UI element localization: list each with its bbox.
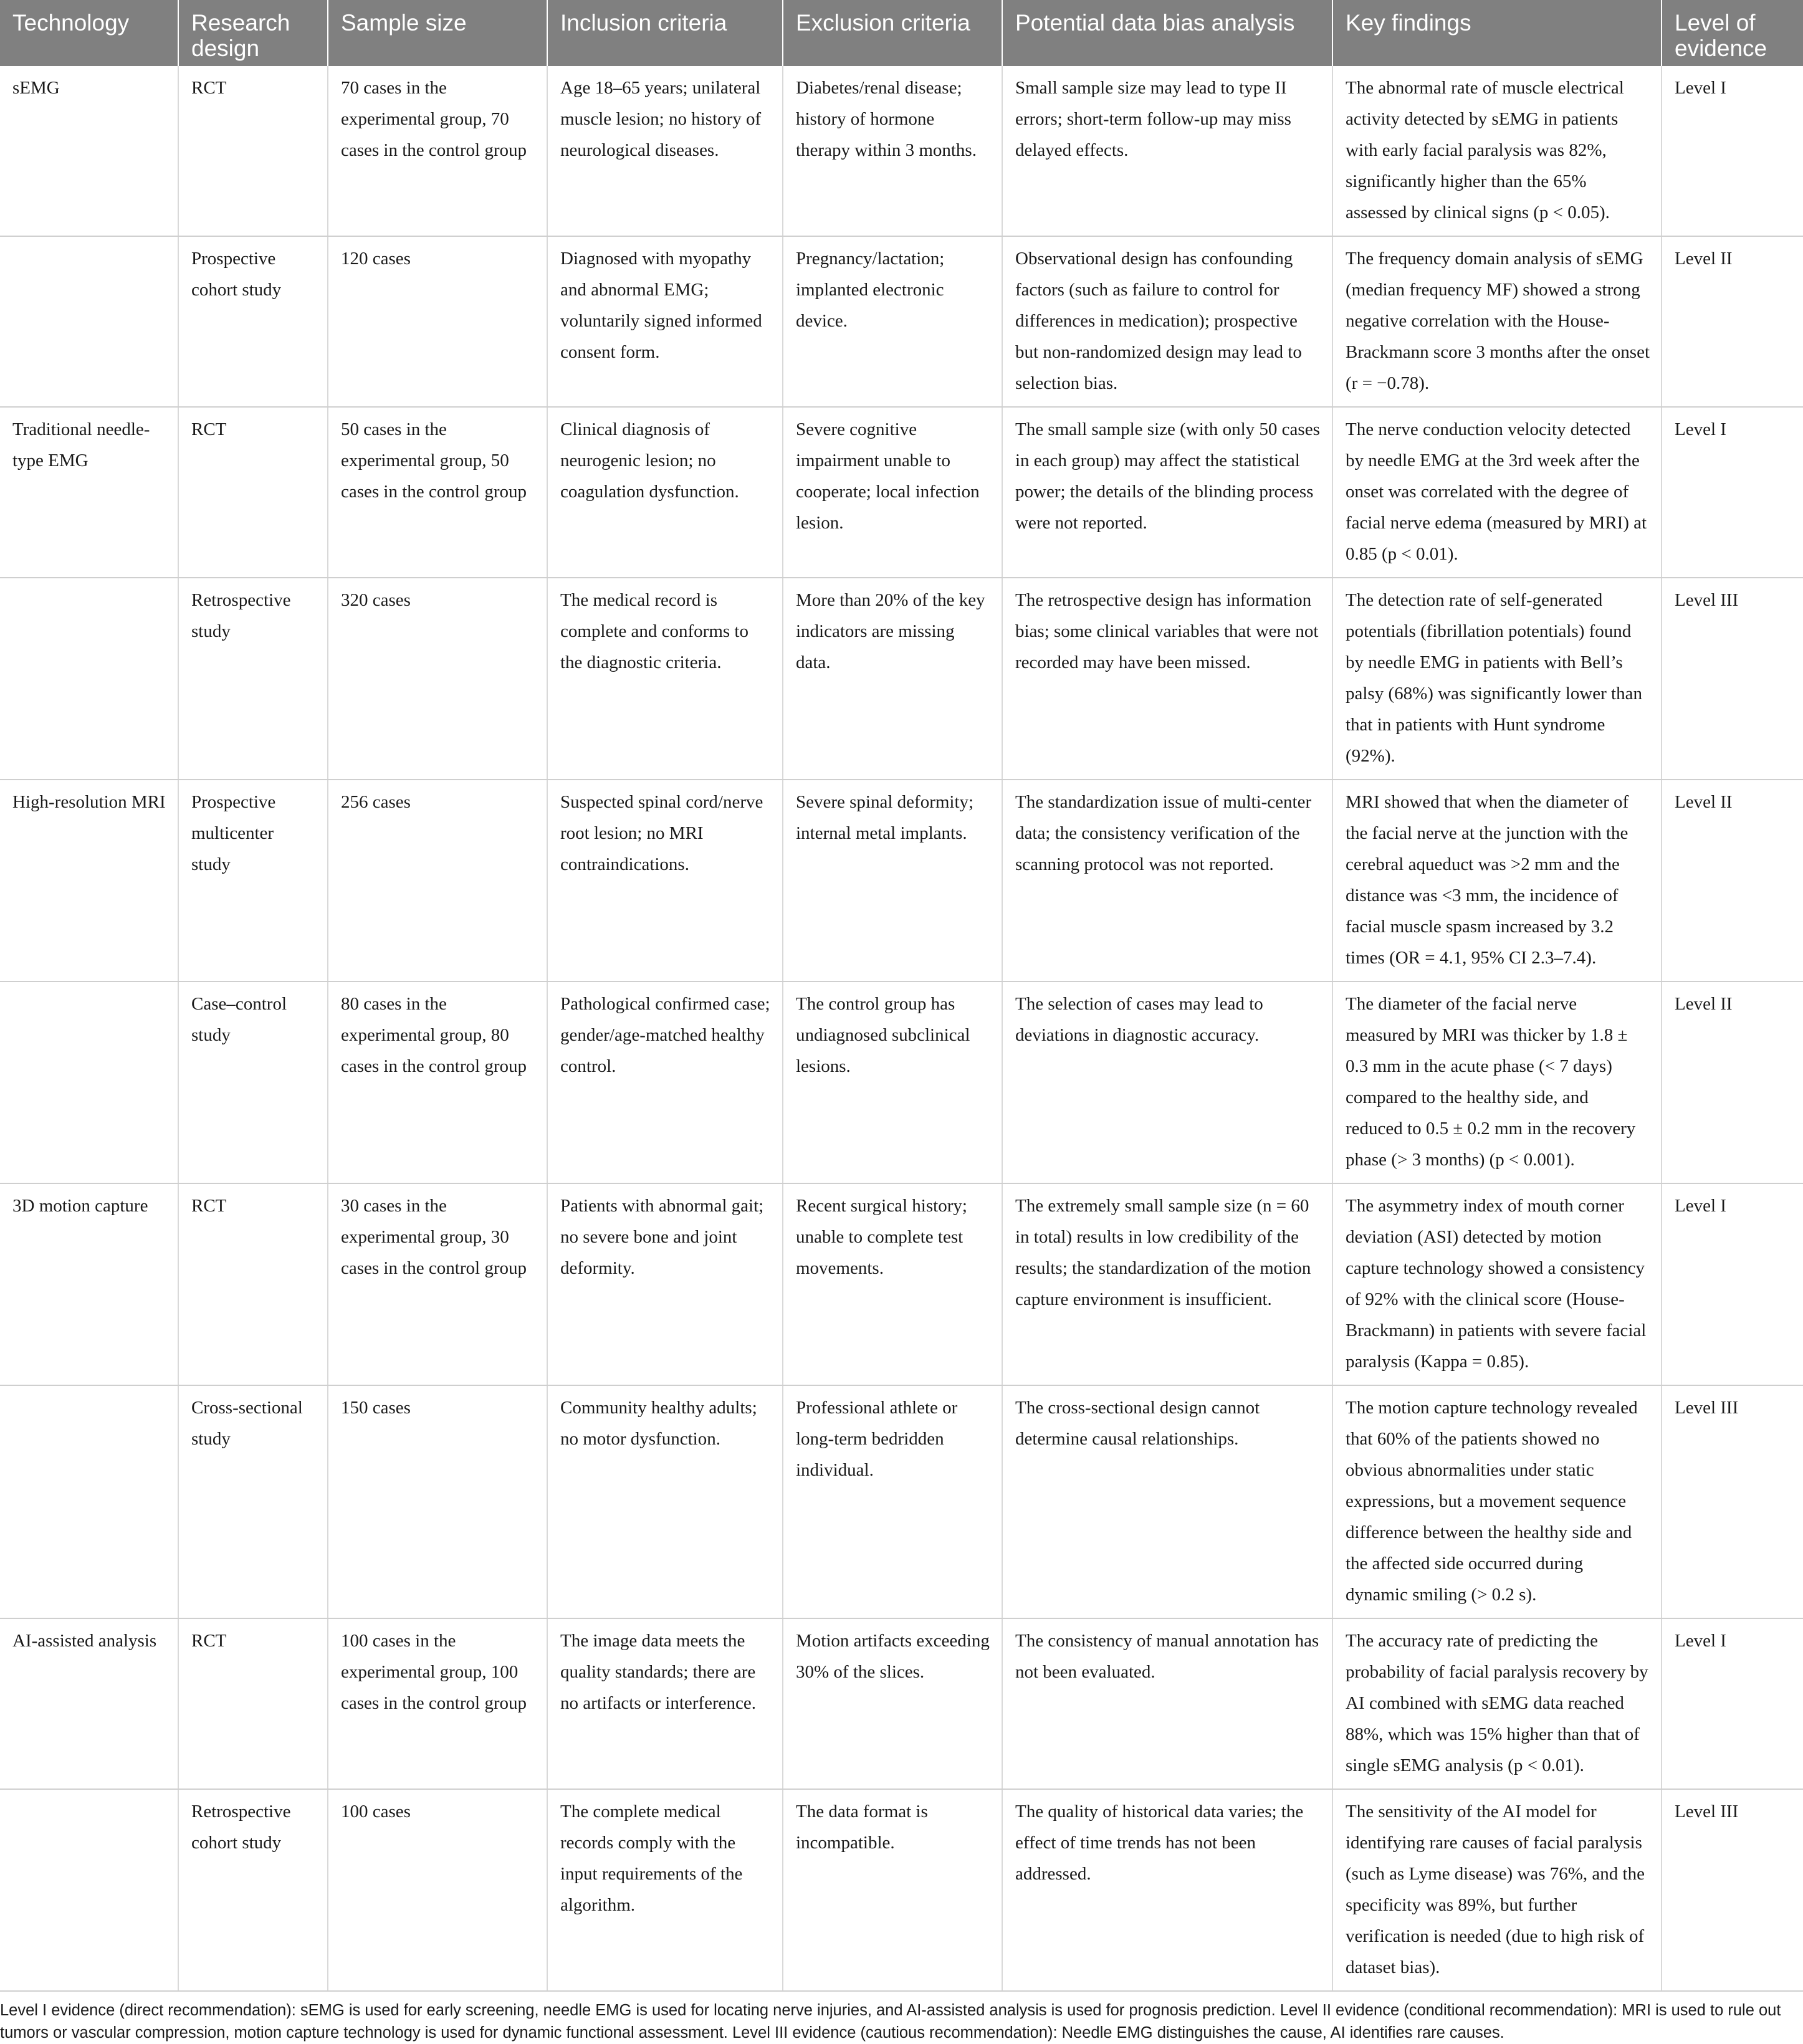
table-body [0,66,1803,1991]
cell-inclusion-criteria: Community healthy adults; no motor dysfunction. [547,1385,783,1618]
cell-research-design: RCT [178,1183,328,1385]
cell-key-findings: The sensitivity of the AI model for identifying rare causes of facial paralysis (such as Lyme disease) was 76%, and the specificity was 89%, but further verification is needed (due to high risk of dataset bias). [1332,1789,1662,1991]
table-row [0,1385,1803,1618]
cell-research-design: Case–control study [178,981,328,1183]
cell-inclusion-criteria: Suspected spinal cord/nerve root lesion; no MRI contraindications. [547,780,783,981]
cell-research-design: Retrospective cohort study [178,1789,328,1991]
cell-sample-size: 80 cases in the experimental group, 80 cases in the control group [328,981,547,1183]
cell-research-design: RCT [178,66,328,236]
cell-bias-analysis: Observational design has confounding factors (such as failure to control for differences in medication); prospective but non-randomized design may lead to selection bias. [1002,236,1332,407]
cell-key-findings: The accuracy rate of predicting the probability of facial paralysis recovery by AI combined with sEMG data reached 88%, which was 15% higher than that of single sEMG analysis (p < 0.01). [1332,1618,1662,1789]
cell-technology: Traditional needle-type EMG [0,407,178,578]
cell-level-of-evidence: Level I [1662,407,1803,578]
cell-research-design: RCT [178,1618,328,1789]
cell-exclusion-criteria: Professional athlete or long-term bedridden individual. [783,1385,1002,1618]
cell-research-design: RCT [178,407,328,578]
cell-technology [0,236,178,407]
cell-key-findings: The asymmetry index of mouth corner deviation (ASI) detected by motion capture technology showed a consistency of 92% with the clinical score (House-Brackmann) in patients with severe facial paralysis (Kappa = 0.85). [1332,1183,1662,1385]
table-row [0,66,1803,236]
cell-bias-analysis: The quality of historical data varies; the effect of time trends has not been addressed. [1002,1789,1332,1991]
cell-exclusion-criteria: Diabetes/renal disease; history of hormone therapy within 3 months. [783,66,1002,236]
cell-technology [0,1789,178,1991]
table-row [0,578,1803,780]
cell-bias-analysis: The standardization issue of multi-center data; the consistency verification of the scanning protocol was not reported. [1002,780,1332,981]
cell-level-of-evidence: Level II [1662,981,1803,1183]
cell-exclusion-criteria: Pregnancy/lactation; implanted electronic device. [783,236,1002,407]
cell-key-findings: The nerve conduction velocity detected by needle EMG at the 3rd week after the onset was correlated with the degree of facial nerve edema (measured by MRI) at 0.85 (p < 0.01). [1332,407,1662,578]
cell-level-of-evidence: Level I [1662,66,1803,236]
cell-research-design: Retrospective study [178,578,328,780]
cell-sample-size: 256 cases [328,780,547,981]
cell-research-design: Prospective multicenter study [178,780,328,981]
cell-exclusion-criteria: Severe spinal deformity; internal metal implants. [783,780,1002,981]
cell-technology: 3D motion capture [0,1183,178,1385]
cell-bias-analysis: Small sample size may lead to type II errors; short-term follow-up may miss delayed effects. [1002,66,1332,236]
header-row [0,0,1803,66]
cell-inclusion-criteria: Diagnosed with myopathy and abnormal EMG; voluntarily signed informed consent form. [547,236,783,407]
cell-key-findings: The motion capture technology revealed that 60% of the patients showed no obvious abnormalities under static expressions, but a movement sequence difference between the healthy side and the affected side occurred during dynamic smiling (> 0.2 s). [1332,1385,1662,1618]
cell-technology [0,578,178,780]
cell-key-findings: The frequency domain analysis of sEMG (median frequency MF) showed a strong negative correlation with the House-Brackmann score 3 months after the onset (r = −0.78). [1332,236,1662,407]
cell-exclusion-criteria: Motion artifacts exceeding 30% of the slices. [783,1618,1002,1789]
cell-sample-size: 30 cases in the experimental group, 30 cases in the control group [328,1183,547,1385]
cell-key-findings: The diameter of the facial nerve measured by MRI was thicker by 1.8 ± 0.3 mm in the acute phase (< 7 days) compared to the healthy side, and reduced to 0.5 ± 0.2 mm in the recovery phase (> 3 months) (p < 0.001). [1332,981,1662,1183]
table-row [0,236,1803,407]
cell-level-of-evidence: Level I [1662,1183,1803,1385]
cell-sample-size: 120 cases [328,236,547,407]
table-row [0,407,1803,578]
header-exclusion-criteria: Exclusion criteria [783,0,1002,66]
header-research-design: Research design [178,0,328,66]
cell-level-of-evidence: Level II [1662,780,1803,981]
cell-technology: AI-assisted analysis [0,1618,178,1789]
cell-level-of-evidence: Level III [1662,578,1803,780]
cell-inclusion-criteria: Pathological confirmed case; gender/age-matched healthy control. [547,981,783,1183]
cell-exclusion-criteria: More than 20% of the key indicators are missing data. [783,578,1002,780]
table-row [0,780,1803,981]
cell-bias-analysis: The small sample size (with only 50 cases in each group) may affect the statistical power; the details of the blinding process were not reported. [1002,407,1332,578]
table-row [0,981,1803,1183]
header-level-of-evidence: Level of evidence [1662,0,1803,66]
cell-sample-size: 70 cases in the experimental group, 70 cases in the control group [328,66,547,236]
cell-bias-analysis: The extremely small sample size (n = 60 in total) results in low credibility of the results; the standardization of the motion capture environment is insufficient. [1002,1183,1332,1385]
table-row [0,1183,1803,1385]
cell-key-findings: The detection rate of self-generated potentials (fibrillation potentials) found by needle EMG in patients with Bell’s palsy (68%) was significantly lower than that in patients with Hunt syndrome (92%). [1332,578,1662,780]
cell-exclusion-criteria: Recent surgical history; unable to complete test movements. [783,1183,1002,1385]
cell-sample-size: 100 cases in the experimental group, 100 cases in the control group [328,1618,547,1789]
header-sample-size: Sample size [328,0,547,66]
cell-inclusion-criteria: Clinical diagnosis of neurogenic lesion; no coagulation dysfunction. [547,407,783,578]
cell-technology [0,981,178,1183]
table-footnote: Level I evidence (direct recommendation): sEMG is used for early screening, needle EMG is used for locating nerve injuries, and AI-assisted analysis is used for prognosis prediction. Level II evidence (conditional recommendation): MRI is used to rule out tumors or vascular compression, motion capture technology is used for dynamic functional assessment. Level III evidence (cautious recommendation): Needle EMG distinguishes the cause, AI identifies rare causes. [0,2002,1781,2042]
cell-sample-size: 100 cases [328,1789,547,1991]
cell-sample-size: 320 cases [328,578,547,780]
cell-inclusion-criteria: The complete medical records comply with the input requirements of the algorithm. [547,1789,783,1991]
cell-technology: sEMG [0,66,178,236]
cell-exclusion-criteria: Severe cognitive impairment unable to cooperate; local infection lesion. [783,407,1002,578]
cell-level-of-evidence: Level II [1662,236,1803,407]
cell-level-of-evidence: Level III [1662,1385,1803,1618]
cell-bias-analysis: The consistency of manual annotation has not been evaluated. [1002,1618,1332,1789]
cell-sample-size: 150 cases [328,1385,547,1618]
cell-bias-analysis: The cross-sectional design cannot determine causal relationships. [1002,1385,1332,1618]
cell-key-findings: The abnormal rate of muscle electrical activity detected by sEMG in patients with early facial paralysis was 82%, significantly higher than the 65% assessed by clinical signs (p < 0.05). [1332,66,1662,236]
header-technology: Technology [0,0,178,66]
cell-bias-analysis: The selection of cases may lead to deviations in diagnostic accuracy. [1002,981,1332,1183]
cell-technology [0,1385,178,1618]
cell-exclusion-criteria: The control group has undiagnosed subclinical lesions. [783,981,1002,1183]
cell-exclusion-criteria: The data format is incompatible. [783,1789,1002,1991]
cell-technology: High-resolution MRI [0,780,178,981]
cell-inclusion-criteria: Age 18–65 years; unilateral muscle lesion; no history of neurological diseases. [547,66,783,236]
header-bias-analysis: Potential data bias analysis [1002,0,1332,66]
cell-inclusion-criteria: Patients with abnormal gait; no severe bone and joint deformity. [547,1183,783,1385]
cell-inclusion-criteria: The image data meets the quality standards; there are no artifacts or interference. [547,1618,783,1789]
header-inclusion-criteria: Inclusion criteria [547,0,783,66]
cell-sample-size: 50 cases in the experimental group, 50 cases in the control group [328,407,547,578]
table-header [0,0,1803,66]
cell-bias-analysis: The retrospective design has information bias; some clinical variables that were not recorded may have been missed. [1002,578,1332,780]
table-row [0,1789,1803,1991]
cell-level-of-evidence: Level III [1662,1789,1803,1991]
cell-research-design: Prospective cohort study [178,236,328,407]
cell-level-of-evidence: Level I [1662,1618,1803,1789]
cell-inclusion-criteria: The medical record is complete and conforms to the diagnostic criteria. [547,578,783,780]
table-row [0,1618,1803,1789]
header-key-findings: Key findings [1332,0,1662,66]
cell-key-findings: MRI showed that when the diameter of the facial nerve at the junction with the cerebral aqueduct was >2 mm and the distance was <3 mm, the incidence of facial muscle spasm increased by 3.2 times (OR = 4.1, 95% CI 2.3–7.4). [1332,780,1662,981]
cell-research-design: Cross-sectional study [178,1385,328,1618]
